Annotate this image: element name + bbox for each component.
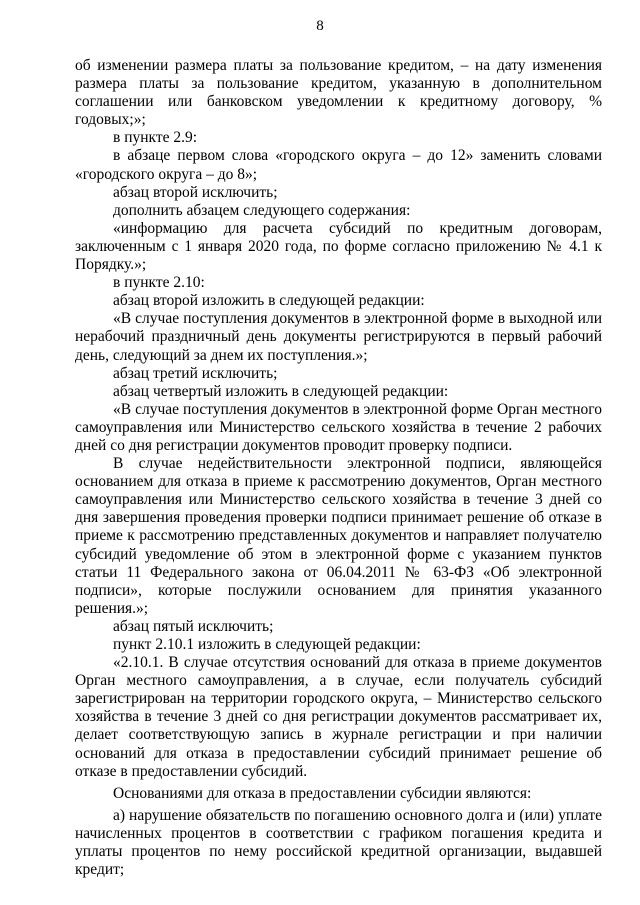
- page-number: 8: [316, 18, 324, 34]
- paragraph: Основаниями для отказа в предоставлении субсидии являются:: [113, 784, 532, 802]
- paragraph: а) нарушение обязательств по погашению основного долга и (или) уплате начисленных процентов в соответствии с графиком погашения кредита и уплаты процентов по нему российской кредитной организации, выдавшей кредит;: [75, 806, 602, 879]
- paragraph: абзац пятый исключить;: [113, 617, 274, 635]
- paragraph: абзац второй изложить в следующей редакции:: [113, 292, 425, 310]
- paragraph: в пункте 2.10:: [113, 274, 205, 292]
- paragraph: «2.10.1. В случае отсутствия оснований для отказа в приеме документов Орган местного самоуправления, а в случае, если получатель субсидий зарегистрирован на территории городского округа, – Министерство сельского хозяйства в течение 3 дней со дня регистрации документов рассматривает их, делает соответствующую запись в журнале регистрации и при наличии оснований для отказа в предоставлении субсидий принимает решение об отказе в предоставлении субсидий.: [75, 654, 602, 780]
- paragraph: абзац третий исключить;: [113, 364, 278, 382]
- paragraph-continuation: об изменении размера платы за пользование кредитом, – на дату изменения размера платы за пользование кредитом, указанную в дополнительном соглашении или банковском уведомлении к кредитному договору, % годовых;»;: [75, 57, 602, 129]
- paragraph: абзац четвертый изложить в следующей редакции:: [113, 382, 449, 400]
- paragraph: в абзаце первом слова «городского округа – до 12» заменить словами «городского округа – до 8»;: [75, 147, 602, 183]
- paragraph: В случае недействительности электронной подписи, являющейся основанием для отказа в приеме к рассмотрению документов, Орган местного самоуправления или Министерство сельского хозяйства в течение 3 дней со дня завершения проведения проверки подписи принимает решение об отказе в приеме к рассмотрению представленных документов и направляет получателю субсидий уведомление об этом в электронной форме с указанием пунктов статьи 11 Федерального закона от 06.04.2011 № 63-ФЗ «Об электронной подписи», которые послужили основанием для принятия указанного решения.»;: [75, 455, 602, 617]
- paragraph: абзац второй исключить;: [113, 183, 278, 201]
- paragraph: «В случае поступления документов в электронной форме Орган местного самоуправления или Министерство сельского хозяйства в течение 2 рабочих дней со дня регистрации документов проводит проверку подписи.: [75, 400, 602, 454]
- paragraph: пункт 2.10.1 изложить в следующей редакции:: [113, 636, 421, 653]
- paragraph: «информацию для расчета субсидий по кредитным договорам, заключенным с 1 января 2020 года, по форме согласно приложению № 4.1 к Порядку.»;: [75, 219, 602, 274]
- paragraph: «В случае поступления документов в электронной форме в выходной или нерабочий праздничный день документы регистрируются в первый рабочий день, следующий за днем их поступления.»;: [75, 310, 602, 364]
- document-body: [75, 57, 602, 879]
- paragraph: дополнить абзацем следующего содержания:: [113, 201, 411, 219]
- paragraph: в пункте 2.9:: [113, 129, 198, 147]
